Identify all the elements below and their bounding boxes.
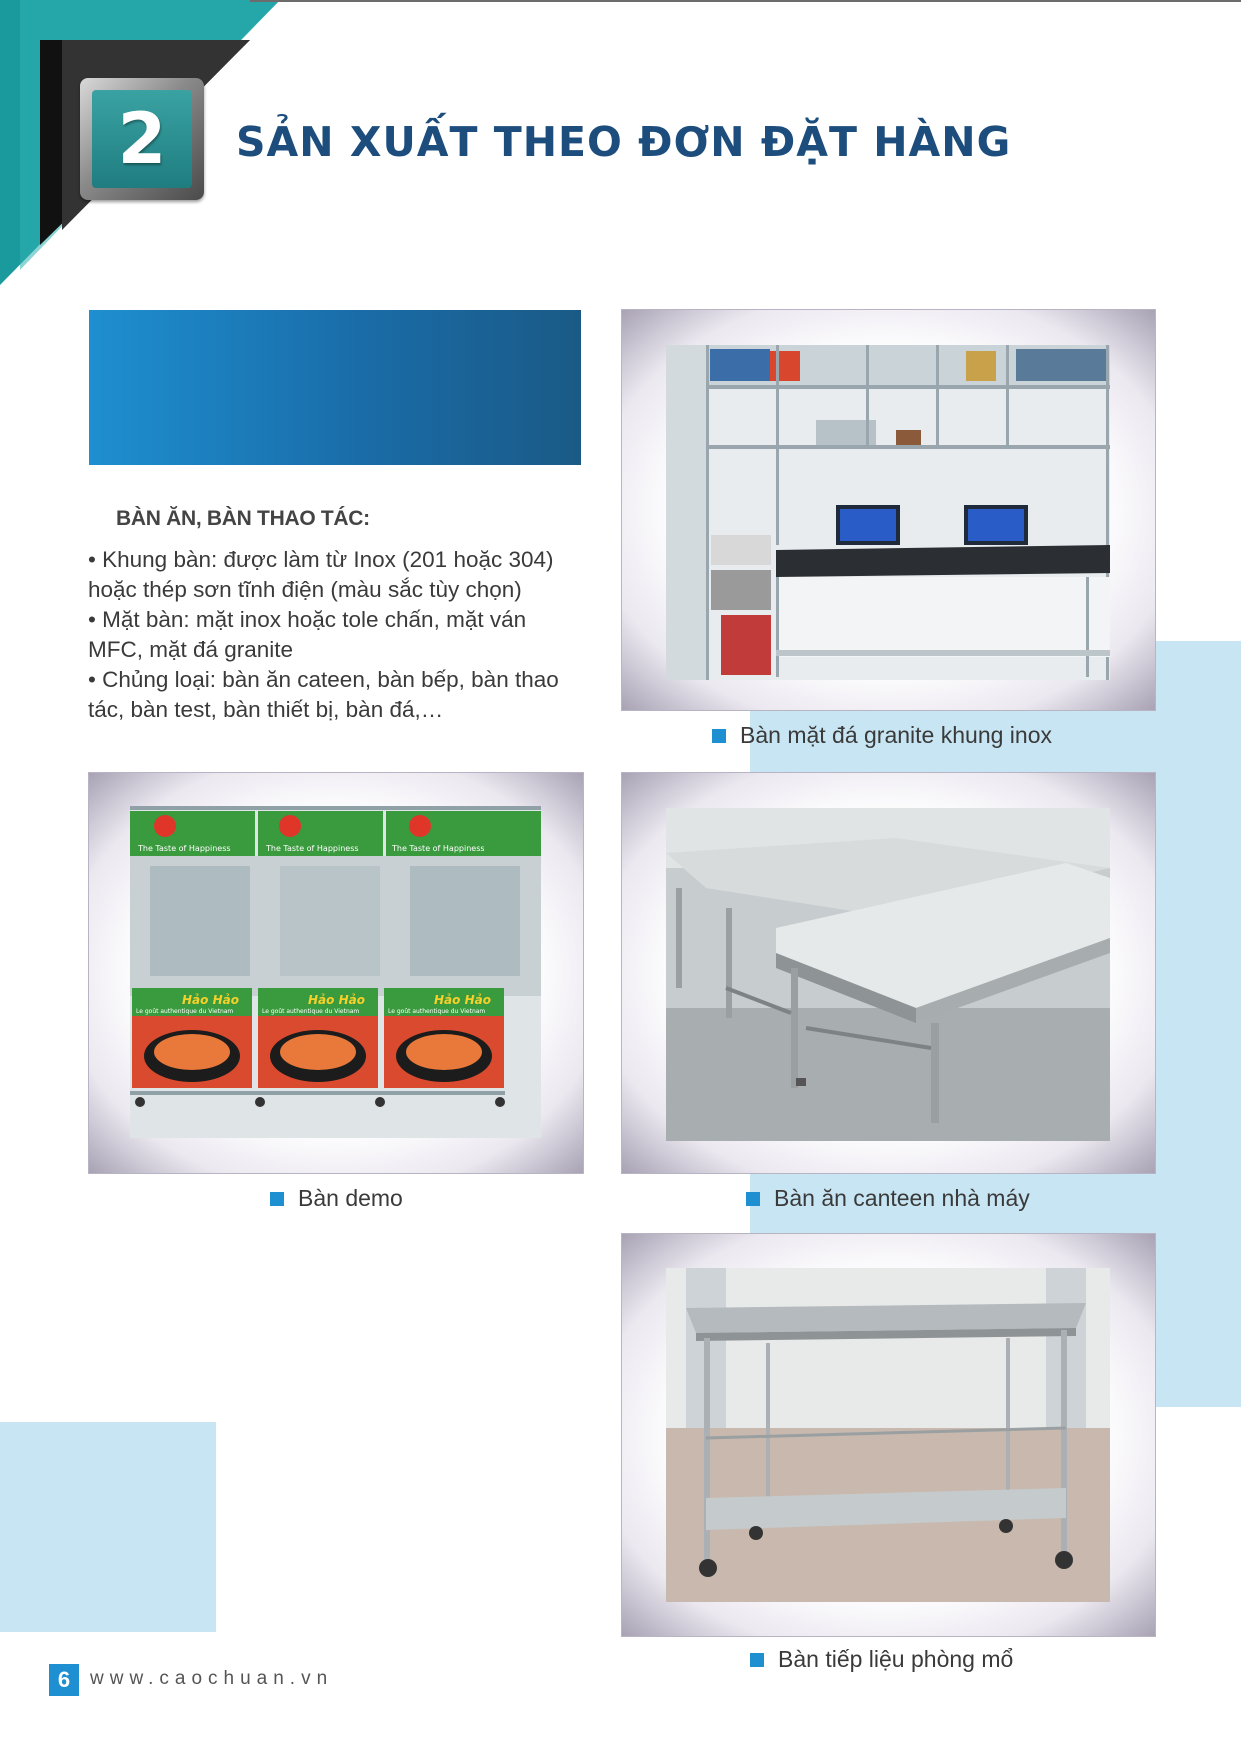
- chapter-badge: [80, 78, 204, 200]
- section-heading: BÀN ĂN, BÀN THAO TÁC:: [116, 507, 370, 530]
- canteen-table-caption: [746, 1185, 1030, 1212]
- section-body: [88, 545, 581, 725]
- granite-table-caption: [712, 722, 1052, 749]
- page-number: 6: [49, 1664, 79, 1696]
- demo-sign-slogan: The Taste of Happiness: [392, 844, 485, 853]
- caption-bullet-icon: [750, 1653, 764, 1667]
- caption-text: Bàn ăn canteen nhà máy: [774, 1185, 1030, 1211]
- caption-bullet-icon: [712, 729, 726, 743]
- demo-table-caption: [270, 1185, 403, 1212]
- caption-bullet-icon: [746, 1192, 760, 1206]
- body-line: • Mặt bàn: mặt inox hoặc tole chấn, mặt ván: [88, 607, 527, 632]
- background-block-left: [0, 1422, 216, 1632]
- body-line: hoặc thép sơn tĩnh điện (màu sắc tùy chọn): [88, 577, 522, 602]
- demo-sign-slogan: The Taste of Happiness: [138, 844, 231, 853]
- chapter-number: 2: [92, 90, 192, 188]
- page-title: SẢN XUẤT THEO ĐƠN ĐẶT HÀNG: [236, 118, 1012, 166]
- website-url: www.caochuan.vn: [90, 1668, 334, 1689]
- demo-table-photo-frame: [89, 773, 583, 1173]
- caption-text: Bàn demo: [298, 1185, 403, 1211]
- demo-table-photo: [130, 806, 541, 1138]
- feeding-table-caption: [750, 1646, 1013, 1673]
- caption-text: Bàn mặt đá granite khung inox: [740, 722, 1052, 748]
- header-rule: [250, 0, 1241, 2]
- body-line: • Chủng loại: bàn ăn cateen, bàn bếp, bàn thao: [88, 667, 559, 692]
- demo-sign-tagline: Le goût authentique du Vietnam: [136, 1008, 234, 1015]
- demo-sign-tagline: Le goût authentique du Vietnam: [388, 1008, 486, 1015]
- demo-sign-brand: Hảo Hảo: [182, 993, 239, 1007]
- blue-banner: [89, 310, 581, 465]
- demo-sign-tagline: Le goût authentique du Vietnam: [262, 1008, 360, 1015]
- body-line: MFC, mặt đá granite: [88, 637, 294, 662]
- body-line: • Khung bàn: được làm từ Inox (201 hoặc 304): [88, 547, 554, 572]
- granite-table-photo-frame: [622, 310, 1155, 710]
- canteen-table-photo: [666, 808, 1110, 1141]
- demo-sign-brand: Hảo Hảo: [434, 993, 491, 1007]
- granite-table-photo: [666, 345, 1110, 680]
- feeding-table-photo: [666, 1268, 1110, 1602]
- demo-sign-slogan: The Taste of Happiness: [266, 844, 359, 853]
- feeding-table-photo-frame: [622, 1234, 1155, 1636]
- caption-bullet-icon: [270, 1192, 284, 1206]
- demo-sign-brand: Hảo Hảo: [308, 993, 365, 1007]
- body-line: tác, bàn test, bàn thiết bị, bàn đá,…: [88, 697, 444, 722]
- caption-text: Bàn tiếp liệu phòng mổ: [778, 1646, 1014, 1672]
- canteen-table-photo-frame: [622, 773, 1155, 1173]
